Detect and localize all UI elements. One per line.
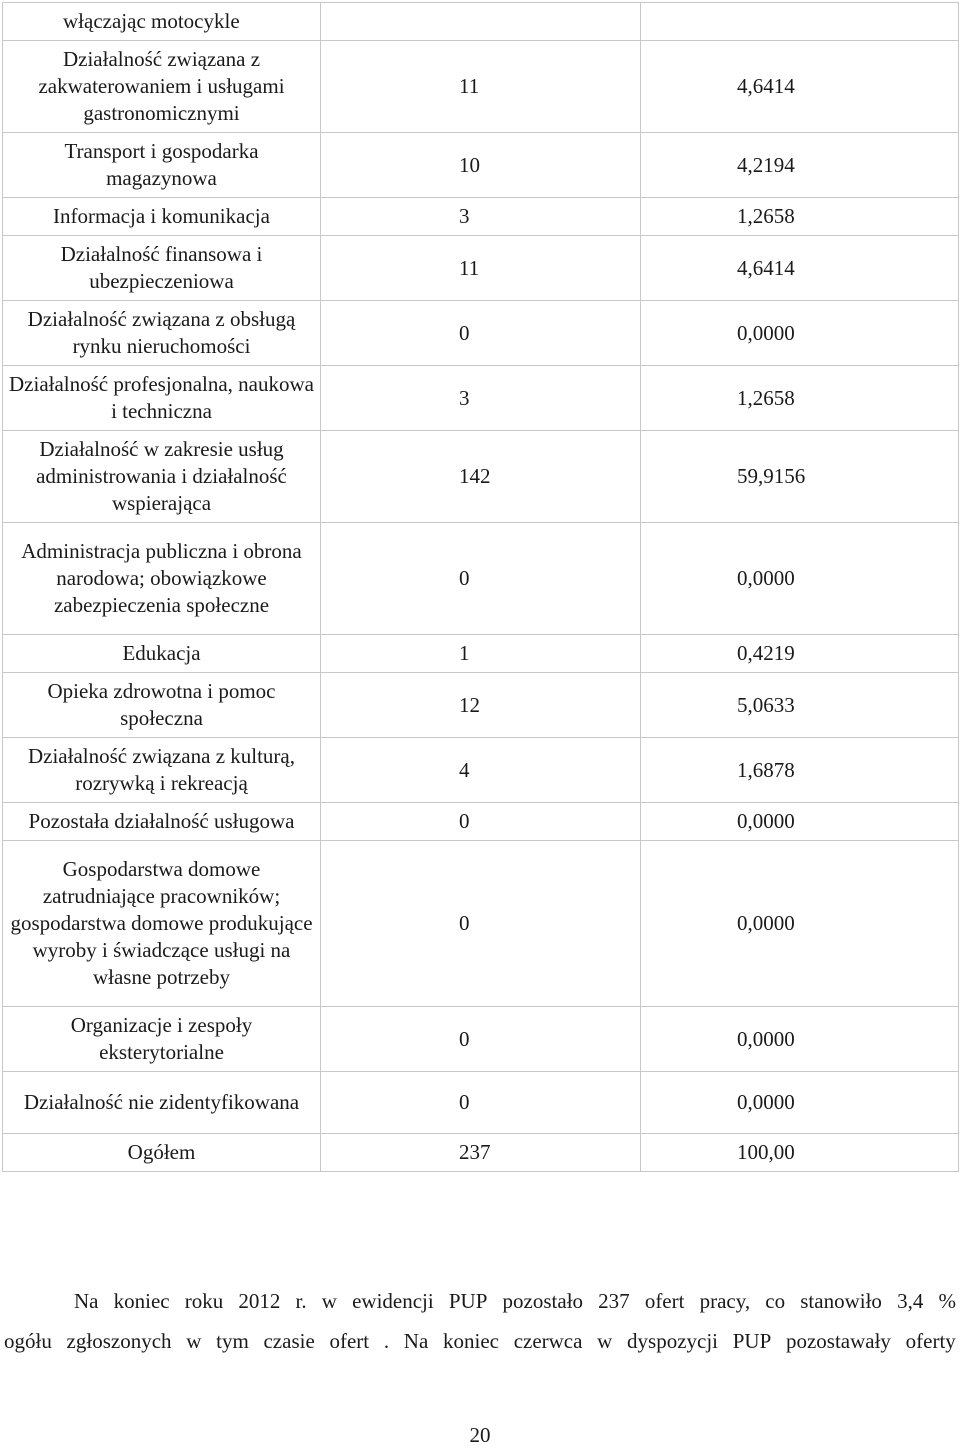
offer-count-cell: 142 [321, 431, 641, 523]
offer-count-cell: 237 [321, 1134, 641, 1172]
sector-name-cell: Działalność finansowa i ubezpieczeniowa [3, 236, 321, 301]
offer-percent-cell: 0,0000 [641, 523, 959, 635]
paragraph-word: 2012 [238, 1289, 281, 1313]
paragraph-word: czasie [263, 1329, 315, 1353]
offer-percent-cell [641, 3, 959, 41]
offer-percent-cell: 4,2194 [641, 133, 959, 198]
sector-offers-table [2, 2, 959, 1172]
offer-count-cell: 4 [321, 738, 641, 803]
paragraph-word: w [597, 1329, 613, 1353]
offer-count-cell [321, 3, 641, 41]
offer-count-cell: 3 [321, 198, 641, 236]
paragraph-word: w [321, 1289, 337, 1313]
paragraph-word: pozostało [502, 1289, 584, 1313]
sector-name-cell: Informacja i komunikacja [3, 198, 321, 236]
paragraph-word: 3,4 [897, 1289, 924, 1313]
offer-count-cell: 11 [321, 236, 641, 301]
table-row [3, 803, 959, 841]
sector-name-cell: Działalność związana z obsługą rynku nieruchomości [3, 301, 321, 366]
sector-name-cell: Organizacje i zespoły eksterytorialne [3, 1007, 321, 1072]
paragraph-word: . [383, 1329, 390, 1353]
paragraph-word: zgłoszonych [66, 1329, 172, 1353]
table-row [3, 673, 959, 738]
paragraph-line-1 [74, 1288, 956, 1315]
sector-name-cell: Działalność nie zidentyfikowana [3, 1072, 321, 1134]
offer-percent-cell: 0,0000 [641, 803, 959, 841]
sector-name-cell: Administracja publiczna i obrona narodowa; obowiązkowe zabezpieczenia społeczne [3, 523, 321, 635]
offer-count-cell: 1 [321, 635, 641, 673]
table-row [3, 635, 959, 673]
paragraph-word: PUP [732, 1329, 772, 1353]
offer-count-cell: 0 [321, 1072, 641, 1134]
sector-name-cell: Działalność związana z kulturą, rozrywką i rekreacją [3, 738, 321, 803]
table-row [3, 133, 959, 198]
paragraph-word: pozostawały [785, 1329, 891, 1353]
table-row [3, 523, 959, 635]
paragraph-line-2 [4, 1328, 956, 1355]
paragraph-word: pracy, [699, 1289, 751, 1313]
offer-percent-cell: 4,6414 [641, 41, 959, 133]
offer-count-cell: 10 [321, 133, 641, 198]
offer-percent-cell: 0,0000 [641, 1072, 959, 1134]
paragraph-word: ewidencji [352, 1289, 434, 1313]
paragraph-word: roku [184, 1289, 224, 1313]
page-number: 20 [469, 1423, 491, 1447]
offer-count-cell: 12 [321, 673, 641, 738]
table-row [3, 236, 959, 301]
offer-count-cell: 0 [321, 1007, 641, 1072]
sector-name-cell: Pozostała działalność usługowa [3, 803, 321, 841]
offer-count-cell: 11 [321, 41, 641, 133]
paragraph-word: stanowiło [800, 1289, 882, 1313]
paragraph-word: czerwca [513, 1329, 583, 1353]
paragraph-word: Na [403, 1329, 429, 1353]
offer-count-cell: 0 [321, 803, 641, 841]
paragraph-word: koniec [443, 1329, 499, 1353]
offer-percent-cell: 1,2658 [641, 198, 959, 236]
offer-count-cell: 0 [321, 301, 641, 366]
sector-name-cell: Ogółem [3, 1134, 321, 1172]
paragraph-word: koniec [113, 1289, 170, 1313]
table-row [3, 1007, 959, 1072]
offer-percent-cell: 4,6414 [641, 236, 959, 301]
offer-percent-cell: 0,0000 [641, 841, 959, 1007]
table-row [3, 738, 959, 803]
sector-name-cell: Opieka zdrowotna i pomoc społeczna [3, 673, 321, 738]
offer-percent-cell: 1,6878 [641, 738, 959, 803]
table-row [3, 1134, 959, 1172]
sector-name-cell: Działalność w zakresie usług administrowania i działalność wspierająca [3, 431, 321, 523]
table-row [3, 301, 959, 366]
paragraph-word: ofert [644, 1289, 685, 1313]
sector-name-cell: Gospodarstwa domowe zatrudniające pracowników; gospodarstwa domowe produkujące wyroby i świadczące usługi na własne potrzeby [3, 841, 321, 1007]
paragraph-word: ogółu [4, 1329, 52, 1353]
paragraph-word: Na [74, 1289, 99, 1313]
sector-name-cell: Transport i gospodarka magazynowa [3, 133, 321, 198]
table-body [3, 3, 959, 1172]
offer-count-cell: 0 [321, 523, 641, 635]
paragraph-word: w [186, 1329, 202, 1353]
paragraph-word: r. [295, 1289, 307, 1313]
offer-percent-cell: 0,0000 [641, 1007, 959, 1072]
table-row [3, 198, 959, 236]
sector-name-cell: Działalność profesjonalna, naukowa i techniczna [3, 366, 321, 431]
table-row [3, 3, 959, 41]
paragraph-word: 237 [598, 1289, 630, 1313]
table-row [3, 431, 959, 523]
paragraph-word: tym [216, 1329, 249, 1353]
offer-percent-cell: 59,9156 [641, 431, 959, 523]
offer-percent-cell: 0,4219 [641, 635, 959, 673]
sector-name-cell: włączając motocykle [3, 3, 321, 41]
paragraph-word: oferty [905, 1329, 956, 1353]
table-row [3, 841, 959, 1007]
offer-percent-cell: 100,00 [641, 1134, 959, 1172]
offer-count-cell: 3 [321, 366, 641, 431]
paragraph-word: % [938, 1289, 956, 1313]
table-row [3, 1072, 959, 1134]
paragraph-word: ofert [329, 1329, 370, 1353]
table-row [3, 41, 959, 133]
offer-count-cell: 0 [321, 841, 641, 1007]
offer-percent-cell: 5,0633 [641, 673, 959, 738]
paragraph-word: dyspozycji [627, 1329, 719, 1353]
paragraph-word: co [765, 1289, 786, 1313]
offer-percent-cell: 0,0000 [641, 301, 959, 366]
sector-name-cell: Działalność związana z zakwaterowaniem i usługami gastronomicznymi [3, 41, 321, 133]
offer-percent-cell: 1,2658 [641, 366, 959, 431]
sector-name-cell: Edukacja [3, 635, 321, 673]
paragraph-word: PUP [448, 1289, 488, 1313]
table-row [3, 366, 959, 431]
